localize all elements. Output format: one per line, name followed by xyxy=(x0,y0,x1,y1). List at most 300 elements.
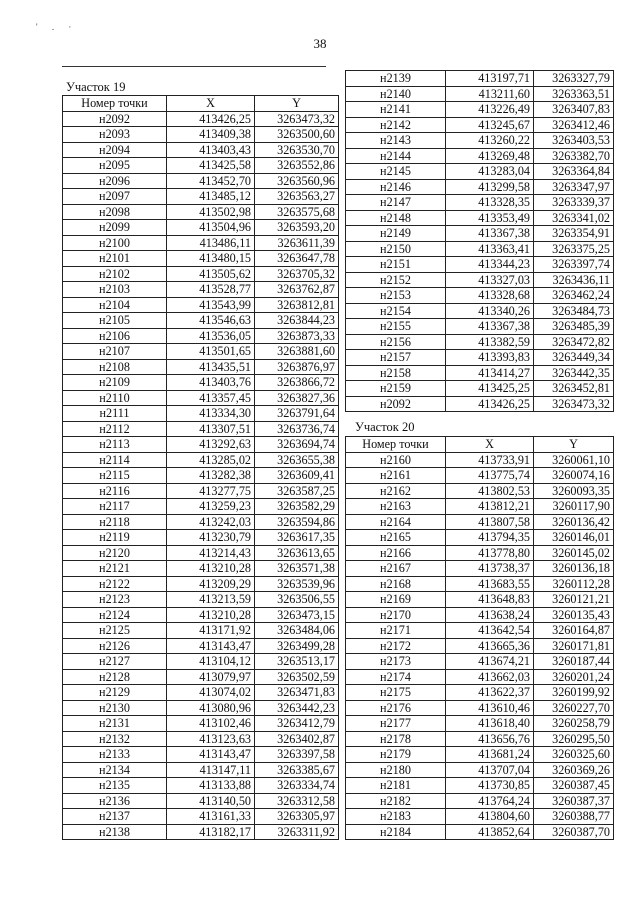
y-coordinate: 3263473,15 xyxy=(255,607,339,623)
table-row xyxy=(63,824,339,840)
point-id: н2123 xyxy=(63,592,167,608)
point-id: н2100 xyxy=(63,235,167,251)
point-id: н2156 xyxy=(346,334,446,350)
point-id: н2117 xyxy=(63,499,167,515)
table-row xyxy=(63,282,339,298)
table-row xyxy=(346,530,614,546)
x-coordinate: 413344,23 xyxy=(446,257,534,273)
y-coordinate: 3263827,36 xyxy=(255,390,339,406)
y-coordinate: 3263705,32 xyxy=(255,266,339,282)
page-number: 38 xyxy=(313,36,327,51)
y-coordinate: 3263876,97 xyxy=(255,359,339,375)
table-row xyxy=(346,272,614,288)
y-coordinate: 3260201,24 xyxy=(534,669,614,685)
x-coordinate: 413707,04 xyxy=(446,762,534,778)
x-coordinate: 413357,45 xyxy=(167,390,255,406)
table-row xyxy=(63,359,339,375)
x-coordinate: 413452,70 xyxy=(167,173,255,189)
y-coordinate: 3263506,55 xyxy=(255,592,339,608)
x-coordinate: 413079,97 xyxy=(167,669,255,685)
header-x: X xyxy=(167,96,255,112)
y-coordinate: 3263502,59 xyxy=(255,669,339,685)
table-row xyxy=(346,483,614,499)
y-coordinate: 3263587,25 xyxy=(255,483,339,499)
x-coordinate: 413425,25 xyxy=(446,381,534,397)
y-coordinate: 3263552,86 xyxy=(255,158,339,174)
y-coordinate: 3263655,38 xyxy=(255,452,339,468)
table-row xyxy=(63,204,339,220)
y-coordinate: 3260387,37 xyxy=(534,793,614,809)
y-coordinate: 3260171,81 xyxy=(534,638,614,654)
table-row xyxy=(346,809,614,825)
table-row xyxy=(63,375,339,391)
y-coordinate: 3263412,79 xyxy=(255,716,339,732)
table-row xyxy=(63,251,339,267)
x-coordinate: 413299,58 xyxy=(446,179,534,195)
y-coordinate: 3263812,81 xyxy=(255,297,339,313)
point-id: н2161 xyxy=(346,468,446,484)
x-coordinate: 413328,35 xyxy=(446,195,534,211)
y-coordinate: 3260387,45 xyxy=(534,778,614,794)
point-id: н2105 xyxy=(63,313,167,329)
x-coordinate: 413665,36 xyxy=(446,638,534,654)
y-coordinate: 3263442,23 xyxy=(255,700,339,716)
table-row xyxy=(346,381,614,397)
table-row xyxy=(63,731,339,747)
y-coordinate: 3263354,91 xyxy=(534,226,614,242)
point-id: н2179 xyxy=(346,747,446,763)
y-coordinate: 3263694,74 xyxy=(255,437,339,453)
x-coordinate: 413852,64 xyxy=(446,824,534,840)
table-row xyxy=(63,344,339,360)
x-coordinate: 413807,58 xyxy=(446,514,534,530)
y-coordinate: 3260136,18 xyxy=(534,561,614,577)
point-id: н2102 xyxy=(63,266,167,282)
table-row xyxy=(63,530,339,546)
point-id: н2139 xyxy=(346,71,446,87)
x-coordinate: 413543,99 xyxy=(167,297,255,313)
table-row xyxy=(346,102,614,118)
point-id: н2095 xyxy=(63,158,167,174)
x-coordinate: 413546,63 xyxy=(167,313,255,329)
point-id: н2152 xyxy=(346,272,446,288)
x-coordinate: 413285,02 xyxy=(167,452,255,468)
point-id: н2149 xyxy=(346,226,446,242)
y-coordinate: 3263473,32 xyxy=(534,396,614,412)
x-coordinate: 413328,68 xyxy=(446,288,534,304)
x-coordinate: 413642,54 xyxy=(446,623,534,639)
point-id: н2178 xyxy=(346,731,446,747)
y-coordinate: 3260121,21 xyxy=(534,592,614,608)
x-coordinate: 413409,38 xyxy=(167,127,255,143)
y-coordinate: 3263327,79 xyxy=(534,71,614,87)
y-coordinate: 3260387,70 xyxy=(534,824,614,840)
point-id: н2120 xyxy=(63,545,167,561)
y-coordinate: 3260146,01 xyxy=(534,530,614,546)
x-coordinate: 413656,76 xyxy=(446,731,534,747)
point-id: н2169 xyxy=(346,592,446,608)
table-row xyxy=(346,747,614,763)
table-row xyxy=(63,778,339,794)
point-id: н2110 xyxy=(63,390,167,406)
x-coordinate: 413501,65 xyxy=(167,344,255,360)
y-coordinate: 3263484,73 xyxy=(534,303,614,319)
point-id: н2177 xyxy=(346,716,446,732)
point-id: н2124 xyxy=(63,607,167,623)
y-coordinate: 3263571,38 xyxy=(255,561,339,577)
y-coordinate: 3263364,84 xyxy=(534,164,614,180)
point-id: н2136 xyxy=(63,793,167,809)
x-coordinate: 413662,03 xyxy=(446,669,534,685)
table-row xyxy=(346,685,614,701)
point-id: н2092 xyxy=(346,396,446,412)
point-id: н2130 xyxy=(63,700,167,716)
x-coordinate: 413214,43 xyxy=(167,545,255,561)
section-19-table xyxy=(62,95,339,840)
table-row xyxy=(63,809,339,825)
header-point-number: Номер точки xyxy=(346,437,446,453)
table-row xyxy=(346,334,614,350)
y-coordinate: 3263613,65 xyxy=(255,545,339,561)
x-coordinate: 413245,67 xyxy=(446,117,534,133)
y-coordinate: 3263305,97 xyxy=(255,809,339,825)
x-coordinate: 413610,46 xyxy=(446,700,534,716)
x-coordinate: 413133,88 xyxy=(167,778,255,794)
y-coordinate: 3263647,78 xyxy=(255,251,339,267)
table-row xyxy=(63,499,339,515)
point-id: н2092 xyxy=(63,111,167,127)
point-id: н2107 xyxy=(63,344,167,360)
x-coordinate: 413283,04 xyxy=(446,164,534,180)
table-row xyxy=(63,142,339,158)
x-coordinate: 413213,59 xyxy=(167,592,255,608)
y-coordinate: 3260295,50 xyxy=(534,731,614,747)
table-row xyxy=(63,545,339,561)
table-row xyxy=(346,195,614,211)
table-row xyxy=(346,592,614,608)
x-coordinate: 413674,21 xyxy=(446,654,534,670)
y-coordinate: 3263311,92 xyxy=(255,824,339,840)
table-row xyxy=(63,127,339,143)
point-id: н2119 xyxy=(63,530,167,546)
table-row xyxy=(346,576,614,592)
y-coordinate: 3263407,83 xyxy=(534,102,614,118)
x-coordinate: 413764,24 xyxy=(446,793,534,809)
y-coordinate: 3260369,26 xyxy=(534,762,614,778)
y-coordinate: 3263791,64 xyxy=(255,406,339,422)
y-coordinate: 3263473,32 xyxy=(255,111,339,127)
y-coordinate: 3260074,16 xyxy=(534,468,614,484)
x-coordinate: 413730,85 xyxy=(446,778,534,794)
point-id: н2097 xyxy=(63,189,167,205)
point-id: н2114 xyxy=(63,452,167,468)
point-id: н2180 xyxy=(346,762,446,778)
scan-marks: ' . · xyxy=(36,22,78,32)
point-id: н2094 xyxy=(63,142,167,158)
point-id: н2098 xyxy=(63,204,167,220)
x-coordinate: 413485,12 xyxy=(167,189,255,205)
table-row xyxy=(346,778,614,794)
x-coordinate: 413353,49 xyxy=(446,210,534,226)
table-row xyxy=(346,468,614,484)
table-row xyxy=(63,592,339,608)
x-coordinate: 413426,25 xyxy=(446,396,534,412)
point-id: н2173 xyxy=(346,654,446,670)
table-row xyxy=(63,669,339,685)
y-coordinate: 3263594,86 xyxy=(255,514,339,530)
y-coordinate: 3263312,58 xyxy=(255,793,339,809)
point-id: н2158 xyxy=(346,365,446,381)
point-id: н2167 xyxy=(346,561,446,577)
x-coordinate: 413486,11 xyxy=(167,235,255,251)
x-coordinate: 413812,21 xyxy=(446,499,534,515)
x-coordinate: 413480,15 xyxy=(167,251,255,267)
point-id: н2164 xyxy=(346,514,446,530)
y-coordinate: 3263385,67 xyxy=(255,762,339,778)
table-row xyxy=(346,514,614,530)
y-coordinate: 3263499,28 xyxy=(255,638,339,654)
point-id: н2141 xyxy=(346,102,446,118)
table-row xyxy=(346,350,614,366)
x-coordinate: 413307,51 xyxy=(167,421,255,437)
table-row xyxy=(346,545,614,561)
point-id: н2174 xyxy=(346,669,446,685)
x-coordinate: 413327,03 xyxy=(446,272,534,288)
x-coordinate: 413382,59 xyxy=(446,334,534,350)
table-row xyxy=(346,669,614,685)
y-coordinate: 3263397,58 xyxy=(255,747,339,763)
point-id: н2182 xyxy=(346,793,446,809)
point-id: н2153 xyxy=(346,288,446,304)
y-coordinate: 3263593,20 xyxy=(255,220,339,236)
y-coordinate: 3260145,02 xyxy=(534,545,614,561)
x-coordinate: 413367,38 xyxy=(446,226,534,242)
table-row xyxy=(346,226,614,242)
y-coordinate: 3263617,35 xyxy=(255,530,339,546)
x-coordinate: 413403,76 xyxy=(167,375,255,391)
y-coordinate: 3263560,96 xyxy=(255,173,339,189)
x-coordinate: 413140,50 xyxy=(167,793,255,809)
x-coordinate: 413171,92 xyxy=(167,623,255,639)
x-coordinate: 413403,43 xyxy=(167,142,255,158)
y-coordinate: 3260112,28 xyxy=(534,576,614,592)
y-coordinate: 3263611,39 xyxy=(255,235,339,251)
point-id: н2183 xyxy=(346,809,446,825)
y-coordinate: 3263375,25 xyxy=(534,241,614,257)
x-coordinate: 413292,63 xyxy=(167,437,255,453)
section-20-title: Участок 20 xyxy=(355,420,415,434)
table-row xyxy=(63,390,339,406)
x-coordinate: 413143,47 xyxy=(167,638,255,654)
x-coordinate: 413681,24 xyxy=(446,747,534,763)
point-id: н2175 xyxy=(346,685,446,701)
table-row xyxy=(63,654,339,670)
header-point-number: Номер точки xyxy=(63,96,167,112)
table-row xyxy=(346,71,614,87)
table-row xyxy=(346,793,614,809)
table-row xyxy=(346,499,614,515)
table-row xyxy=(63,235,339,251)
point-id: н2133 xyxy=(63,747,167,763)
x-coordinate: 413505,62 xyxy=(167,266,255,282)
table-row xyxy=(346,700,614,716)
table-header-row xyxy=(346,437,614,453)
table-row xyxy=(63,452,339,468)
point-id: н2150 xyxy=(346,241,446,257)
x-coordinate: 413102,46 xyxy=(167,716,255,732)
y-coordinate: 3263539,96 xyxy=(255,576,339,592)
y-coordinate: 3260199,92 xyxy=(534,685,614,701)
y-coordinate: 3263339,37 xyxy=(534,195,614,211)
point-id: н2155 xyxy=(346,319,446,335)
x-coordinate: 413426,25 xyxy=(167,111,255,127)
point-id: н2157 xyxy=(346,350,446,366)
table-row xyxy=(346,365,614,381)
point-id: н2147 xyxy=(346,195,446,211)
x-coordinate: 413528,77 xyxy=(167,282,255,298)
y-coordinate: 3263609,41 xyxy=(255,468,339,484)
table-row xyxy=(63,328,339,344)
x-coordinate: 413242,03 xyxy=(167,514,255,530)
table-row xyxy=(346,148,614,164)
section-19-title: Участок 19 xyxy=(66,80,126,94)
x-coordinate: 413147,11 xyxy=(167,762,255,778)
point-id: н2176 xyxy=(346,700,446,716)
y-coordinate: 3260117,90 xyxy=(534,499,614,515)
y-coordinate: 3263436,11 xyxy=(534,272,614,288)
point-id: н2148 xyxy=(346,210,446,226)
y-coordinate: 3260164,87 xyxy=(534,623,614,639)
table-row xyxy=(63,700,339,716)
y-coordinate: 3263403,53 xyxy=(534,133,614,149)
point-id: н2128 xyxy=(63,669,167,685)
point-id: н2106 xyxy=(63,328,167,344)
table-row xyxy=(346,452,614,468)
table-row xyxy=(346,654,614,670)
point-id: н2162 xyxy=(346,483,446,499)
x-coordinate: 413638,24 xyxy=(446,607,534,623)
x-coordinate: 413143,47 xyxy=(167,747,255,763)
point-id: н2122 xyxy=(63,576,167,592)
point-id: н2126 xyxy=(63,638,167,654)
table-row xyxy=(63,685,339,701)
y-coordinate: 3263762,87 xyxy=(255,282,339,298)
y-coordinate: 3263382,70 xyxy=(534,148,614,164)
x-coordinate: 413536,05 xyxy=(167,328,255,344)
point-id: н2159 xyxy=(346,381,446,397)
x-coordinate: 413367,38 xyxy=(446,319,534,335)
x-coordinate: 413080,96 xyxy=(167,700,255,716)
x-coordinate: 413733,91 xyxy=(446,452,534,468)
table-row xyxy=(346,210,614,226)
y-coordinate: 3263341,02 xyxy=(534,210,614,226)
y-coordinate: 3260135,43 xyxy=(534,607,614,623)
y-coordinate: 3260061,10 xyxy=(534,452,614,468)
table-row xyxy=(346,133,614,149)
point-id: н2108 xyxy=(63,359,167,375)
point-id: н2115 xyxy=(63,468,167,484)
y-coordinate: 3263472,82 xyxy=(534,334,614,350)
y-coordinate: 3260136,42 xyxy=(534,514,614,530)
table-row xyxy=(63,747,339,763)
x-coordinate: 413804,60 xyxy=(446,809,534,825)
x-coordinate: 413230,79 xyxy=(167,530,255,546)
y-coordinate: 3263442,35 xyxy=(534,365,614,381)
table-row xyxy=(63,406,339,422)
point-id: н2181 xyxy=(346,778,446,794)
point-id: н2143 xyxy=(346,133,446,149)
point-id: н2163 xyxy=(346,499,446,515)
point-id: н2172 xyxy=(346,638,446,654)
table-row xyxy=(346,824,614,840)
table-row xyxy=(63,716,339,732)
x-coordinate: 413414,27 xyxy=(446,365,534,381)
point-id: н2121 xyxy=(63,561,167,577)
table-row xyxy=(346,179,614,195)
header-y: Y xyxy=(534,437,614,453)
y-coordinate: 3260187,44 xyxy=(534,654,614,670)
table-row xyxy=(63,173,339,189)
x-coordinate: 413182,17 xyxy=(167,824,255,840)
header-rule xyxy=(62,66,326,67)
table-row xyxy=(346,731,614,747)
y-coordinate: 3263873,33 xyxy=(255,328,339,344)
table-row xyxy=(63,437,339,453)
x-coordinate: 413504,96 xyxy=(167,220,255,236)
table-row xyxy=(63,158,339,174)
x-coordinate: 413425,58 xyxy=(167,158,255,174)
table-row xyxy=(346,303,614,319)
y-coordinate: 3263513,17 xyxy=(255,654,339,670)
table-row xyxy=(346,288,614,304)
table-row xyxy=(346,257,614,273)
table-row xyxy=(346,319,614,335)
x-coordinate: 413074,02 xyxy=(167,685,255,701)
y-coordinate: 3263575,68 xyxy=(255,204,339,220)
table-row xyxy=(346,623,614,639)
y-coordinate: 3263397,74 xyxy=(534,257,614,273)
point-id: н2135 xyxy=(63,778,167,794)
y-coordinate: 3263484,06 xyxy=(255,623,339,639)
y-coordinate: 3263563,27 xyxy=(255,189,339,205)
x-coordinate: 413210,28 xyxy=(167,607,255,623)
y-coordinate: 3263412,46 xyxy=(534,117,614,133)
table-row xyxy=(346,638,614,654)
y-coordinate: 3263462,24 xyxy=(534,288,614,304)
x-coordinate: 413502,98 xyxy=(167,204,255,220)
section-20-table xyxy=(345,436,614,840)
table-row xyxy=(63,313,339,329)
point-id: н2099 xyxy=(63,220,167,236)
point-id: н2146 xyxy=(346,179,446,195)
y-coordinate: 3263347,97 xyxy=(534,179,614,195)
point-id: н2132 xyxy=(63,731,167,747)
table-row xyxy=(63,220,339,236)
x-coordinate: 413259,23 xyxy=(167,499,255,515)
point-id: н2125 xyxy=(63,623,167,639)
x-coordinate: 413210,28 xyxy=(167,561,255,577)
point-id: н2131 xyxy=(63,716,167,732)
x-coordinate: 413269,48 xyxy=(446,148,534,164)
x-coordinate: 413334,30 xyxy=(167,406,255,422)
y-coordinate: 3263363,51 xyxy=(534,86,614,102)
table-row xyxy=(63,607,339,623)
point-id: н2096 xyxy=(63,173,167,189)
table-row xyxy=(63,111,339,127)
x-coordinate: 413738,37 xyxy=(446,561,534,577)
table-row xyxy=(63,514,339,530)
point-id: н2168 xyxy=(346,576,446,592)
